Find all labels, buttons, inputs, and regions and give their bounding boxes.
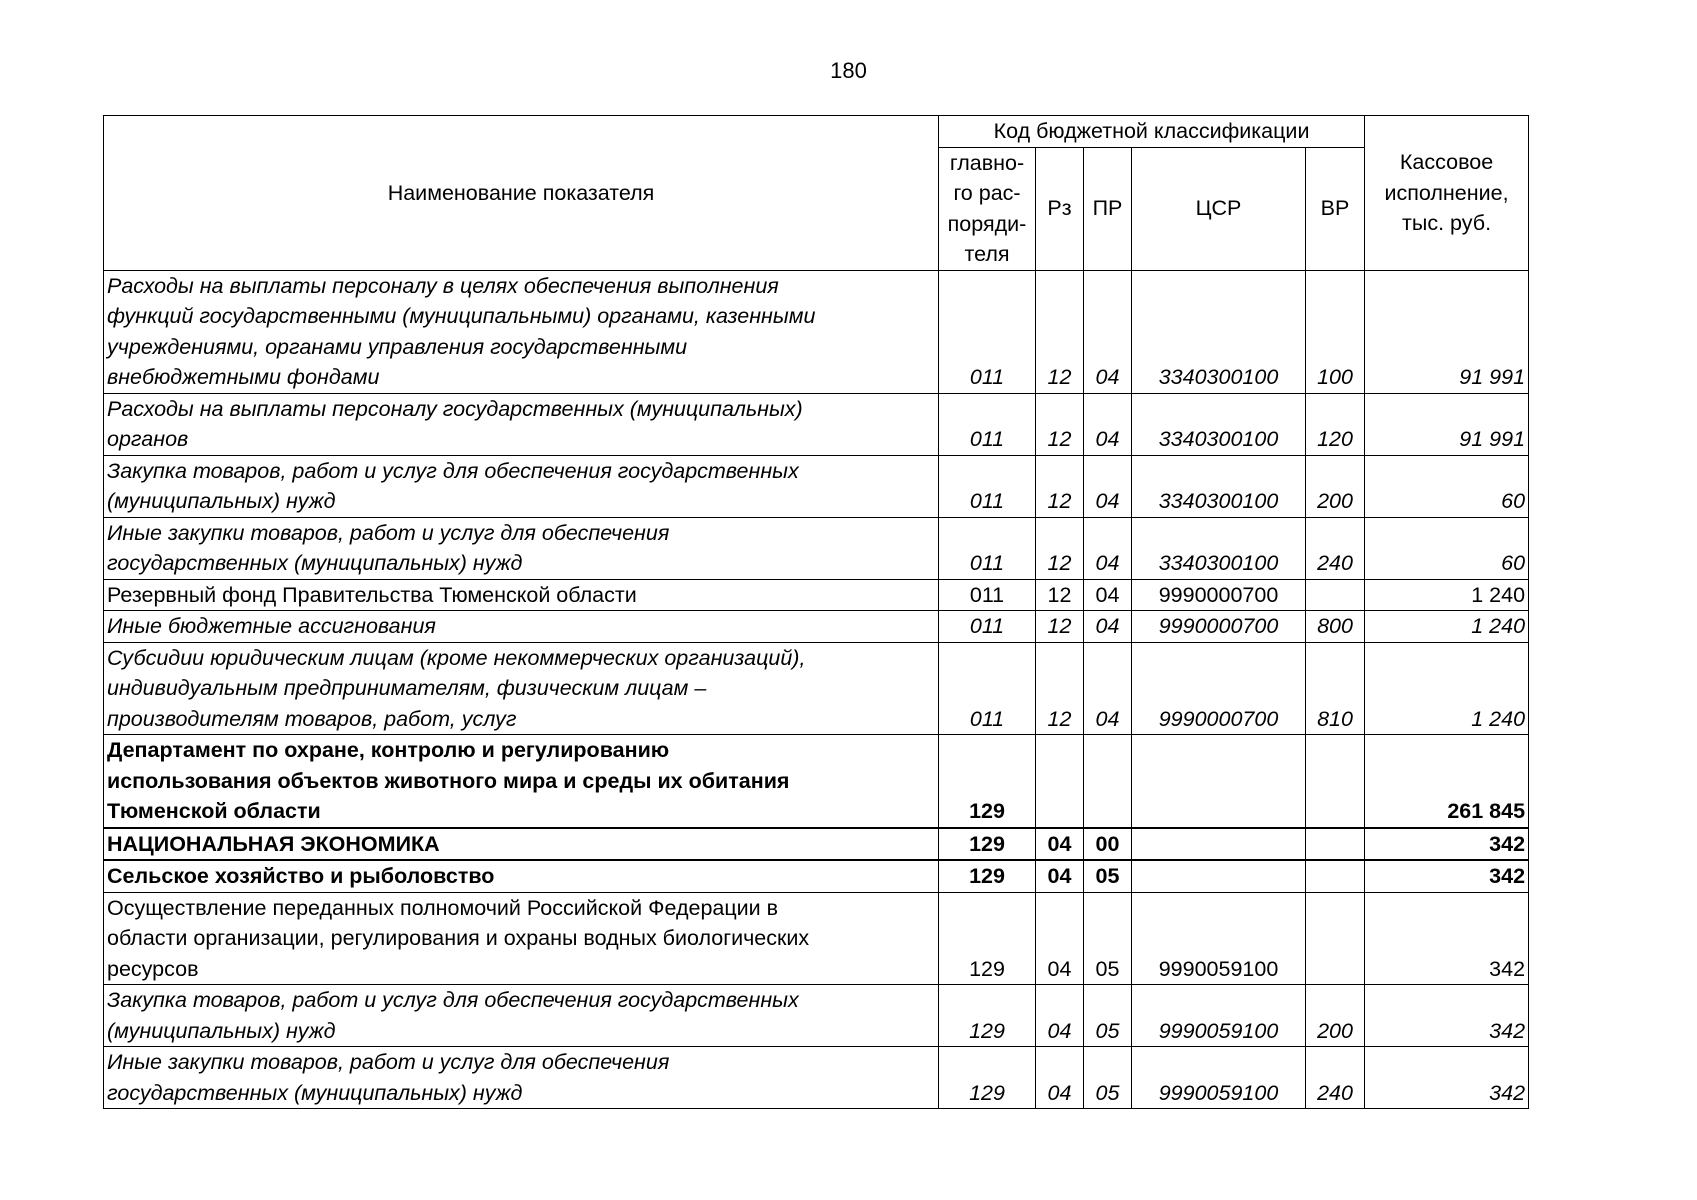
cell-main-administrator: 129	[939, 860, 1036, 892]
cell-name-line: индивидуальным предпринимателям, физическим лицам –	[107, 676, 707, 700]
cell-rz: 12	[1036, 455, 1084, 517]
cell-rz: 04	[1036, 892, 1084, 985]
cell-csr: 9990000700	[1132, 642, 1306, 735]
cell-vr: 240	[1306, 517, 1365, 579]
cell-pr: 05	[1084, 1047, 1132, 1109]
header-cash-line: исполнение,	[1384, 180, 1509, 205]
cell-vr	[1306, 579, 1365, 611]
cell-name-line: Иные бюджетные ассигнования	[107, 614, 436, 638]
cell-csr	[1132, 860, 1306, 892]
cell-main-administrator: 011	[939, 270, 1036, 393]
cell-name	[104, 642, 939, 735]
table-row	[104, 1047, 1529, 1109]
cell-cash-execution: 342	[1365, 985, 1529, 1047]
cell-name-line: Иные закупки товаров, работ и услуг для обеспечения	[107, 520, 670, 545]
cell-cash-execution: 342	[1365, 892, 1529, 985]
cell-name-line: (муниципальных) нужд	[107, 489, 336, 513]
cell-name-line: Тюменской области	[107, 799, 321, 823]
header-pr: ПР	[1084, 147, 1132, 270]
cell-cash-execution: 60	[1365, 517, 1529, 579]
cell-name	[104, 828, 939, 861]
header-glavn-line: поряди-	[947, 211, 1027, 236]
cell-pr	[1084, 735, 1132, 828]
cell-name-line: (муниципальных) нужд	[107, 1018, 336, 1043]
header-vr: ВР	[1306, 147, 1365, 270]
cell-cash-execution: 342	[1365, 1047, 1529, 1109]
cell-csr	[1132, 828, 1306, 861]
cell-main-administrator: 129	[939, 828, 1036, 861]
cell-main-administrator: 011	[939, 642, 1036, 735]
cell-cash-execution: 91 991	[1365, 270, 1529, 393]
table-row	[104, 828, 1529, 861]
cell-pr: 04	[1084, 517, 1132, 579]
cell-vr: 810	[1306, 642, 1365, 735]
cell-name	[104, 1047, 939, 1109]
cell-cash-execution: 342	[1365, 860, 1529, 892]
table-row	[104, 517, 1529, 579]
cell-main-administrator: 129	[939, 985, 1036, 1047]
header-glavn-line: главно-	[949, 150, 1025, 175]
cell-csr: 9990059100	[1132, 985, 1306, 1047]
table-row	[104, 393, 1529, 455]
cell-name-line: Сельское хозяйство и рыболовство	[107, 864, 495, 888]
cell-name	[104, 860, 939, 892]
cell-name-line: Субсидии юридическим лицам (кроме некоммерческих организаций),	[107, 645, 806, 670]
cell-cash-execution: 261 845	[1365, 735, 1529, 828]
cell-name-line: государственных (муниципальных) нужд	[107, 551, 523, 575]
cell-name-line: области организации, регулирования и охраны водных биологических	[107, 926, 810, 950]
cell-name	[104, 579, 939, 611]
cell-rz: 04	[1036, 1047, 1084, 1109]
cell-name	[104, 985, 939, 1047]
cell-vr	[1306, 892, 1365, 985]
cell-name	[104, 517, 939, 579]
cell-rz: 12	[1036, 642, 1084, 735]
cell-name-line: Резервный фонд Правительства Тюменской области	[107, 582, 637, 607]
cell-vr: 100	[1306, 270, 1365, 393]
cell-pr: 05	[1084, 985, 1132, 1047]
cell-vr: 200	[1306, 985, 1365, 1047]
cell-main-administrator: 011	[939, 517, 1036, 579]
cell-rz: 12	[1036, 611, 1084, 643]
table-row	[104, 860, 1529, 892]
table-row	[104, 611, 1529, 643]
cell-main-administrator: 011	[939, 455, 1036, 517]
cell-csr: 3340300100	[1132, 517, 1306, 579]
cell-pr: 05	[1084, 860, 1132, 892]
cell-cash-execution: 1 240	[1365, 642, 1529, 735]
cell-pr: 04	[1084, 455, 1132, 517]
table-body	[104, 270, 1529, 1109]
cell-rz: 12	[1036, 517, 1084, 579]
cell-csr: 3340300100	[1132, 270, 1306, 393]
cell-name-line: учреждениями, органами управления государственными	[107, 334, 688, 359]
cell-name-line: Расходы на выплаты персоналу в целях обеспечения выполнения	[107, 273, 779, 298]
cell-csr: 9990000700	[1132, 579, 1306, 611]
cell-pr: 04	[1084, 393, 1132, 455]
cell-cash-execution: 1 240	[1365, 611, 1529, 643]
cell-rz: 04	[1036, 828, 1084, 861]
table-row	[104, 735, 1529, 828]
header-main-administrator	[939, 147, 1036, 270]
cell-pr: 04	[1084, 270, 1132, 393]
page-number: 180	[830, 58, 867, 83]
cell-rz: 12	[1036, 579, 1084, 611]
header-glavn-line: теля	[964, 242, 1010, 266]
cell-name-line: государственных (муниципальных) нужд	[107, 1080, 523, 1105]
cell-vr: 200	[1306, 455, 1365, 517]
cell-vr: 800	[1306, 611, 1365, 643]
cell-vr	[1306, 860, 1365, 892]
header-cash-line: тыс. руб.	[1402, 211, 1492, 235]
header-name: Наименование показателя	[104, 116, 939, 271]
table-row	[104, 579, 1529, 611]
cell-rz: 12	[1036, 270, 1084, 393]
cell-name-line: функций государственными (муниципальными) органами, казенными	[107, 304, 816, 328]
table-row	[104, 455, 1529, 517]
cell-name-line: Департамент по охране, контролю и регулированию	[107, 738, 670, 762]
header-cash-line: Кассовое	[1399, 150, 1494, 174]
cell-vr	[1306, 828, 1365, 861]
cell-main-administrator: 011	[939, 611, 1036, 643]
cell-name	[104, 611, 939, 643]
table-row	[104, 892, 1529, 985]
header-cash-execution	[1365, 116, 1529, 271]
cell-name	[104, 270, 939, 393]
cell-pr: 04	[1084, 611, 1132, 643]
table-header	[104, 116, 1529, 271]
cell-rz	[1036, 735, 1084, 828]
cell-cash-execution: 1 240	[1365, 579, 1529, 611]
cell-name-line: Иные закупки товаров, работ и услуг для обеспечения	[107, 1050, 670, 1074]
cell-name-line: внебюджетными фондами	[107, 365, 380, 389]
cell-main-administrator: 129	[939, 735, 1036, 828]
cell-rz: 12	[1036, 393, 1084, 455]
cell-name-line: ресурсов	[107, 956, 199, 981]
cell-name	[104, 892, 939, 985]
budget-table	[103, 115, 1529, 1109]
cell-name	[104, 393, 939, 455]
cell-name	[104, 455, 939, 517]
cell-name-line: Закупка товаров, работ и услуг для обеспечения государственных	[107, 458, 799, 483]
cell-pr: 04	[1084, 579, 1132, 611]
cell-main-administrator: 129	[939, 892, 1036, 985]
cell-name-line: производителям товаров, работ, услуг	[107, 706, 517, 731]
cell-rz: 04	[1036, 860, 1084, 892]
table-row	[104, 642, 1529, 735]
cell-pr: 04	[1084, 642, 1132, 735]
cell-pr: 00	[1084, 828, 1132, 861]
cell-name-line: НАЦИОНАЛЬНАЯ ЭКОНОМИКА	[107, 831, 440, 856]
cell-csr: 9990059100	[1132, 1047, 1306, 1109]
cell-pr: 05	[1084, 892, 1132, 985]
cell-csr: 3340300100	[1132, 455, 1306, 517]
header-glavn-line: го рас-	[953, 181, 1021, 205]
cell-csr: 3340300100	[1132, 393, 1306, 455]
cell-csr	[1132, 735, 1306, 828]
cell-cash-execution: 342	[1365, 828, 1529, 861]
cell-name-line: использования объектов животного мира и среды их обитания	[107, 768, 790, 793]
cell-main-administrator: 129	[939, 1047, 1036, 1109]
cell-name-line: органов	[107, 427, 189, 451]
cell-vr: 120	[1306, 393, 1365, 455]
cell-cash-execution: 91 991	[1365, 393, 1529, 455]
cell-csr: 9990059100	[1132, 892, 1306, 985]
cell-csr: 9990000700	[1132, 611, 1306, 643]
cell-name-line: Закупка товаров, работ и услуг для обеспечения государственных	[107, 988, 799, 1012]
cell-name-line: Осуществление переданных полномочий Российской Федерации в	[107, 895, 779, 920]
cell-name-line: Расходы на выплаты персоналу государственных (муниципальных)	[107, 396, 803, 421]
table-row	[104, 985, 1529, 1047]
cell-cash-execution: 60	[1365, 455, 1529, 517]
table-row	[104, 270, 1529, 393]
cell-rz: 04	[1036, 985, 1084, 1047]
cell-name	[104, 735, 939, 828]
cell-main-administrator: 011	[939, 579, 1036, 611]
cell-vr	[1306, 735, 1365, 828]
header-classification-code: Код бюджетной классификации	[939, 116, 1365, 148]
cell-vr: 240	[1306, 1047, 1365, 1109]
header-csr: ЦСР	[1132, 147, 1306, 270]
cell-main-administrator: 011	[939, 393, 1036, 455]
header-rz: Рз	[1036, 147, 1084, 270]
